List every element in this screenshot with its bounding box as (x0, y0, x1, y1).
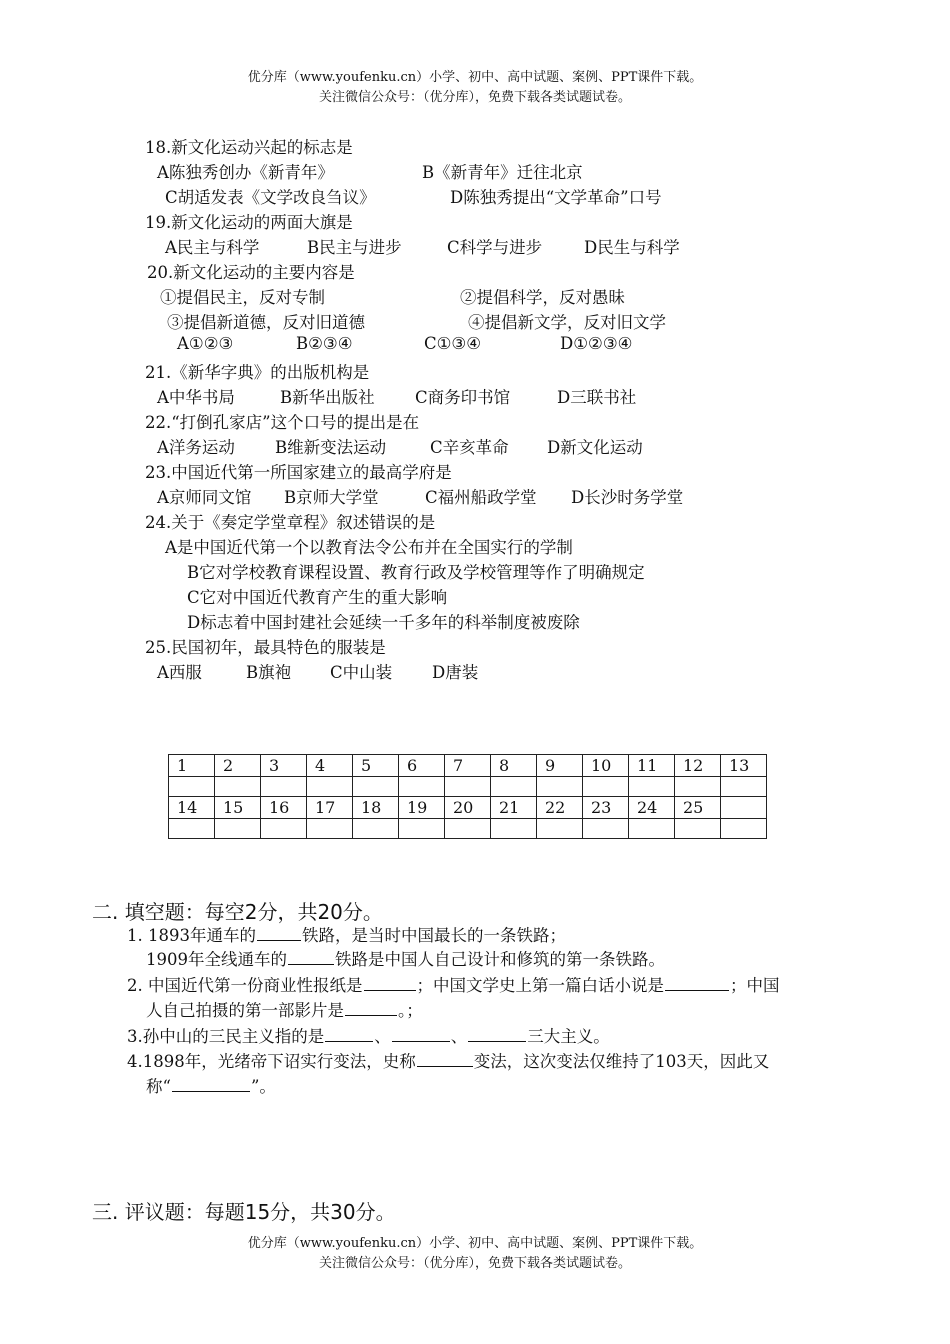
answer-cell[interactable] (215, 777, 261, 797)
blank[interactable] (665, 975, 729, 991)
grid-cell: 18 (353, 797, 399, 819)
fill-text: 1909年全线通车的 (146, 950, 287, 969)
fill-4-line-a (127, 1048, 769, 1072)
answer-cell[interactable] (491, 777, 537, 797)
grid-cell: 24 (629, 797, 675, 819)
blank[interactable] (364, 975, 416, 991)
q20-option-b: B②③④ (296, 334, 353, 353)
answer-cell[interactable] (399, 777, 445, 797)
header-line-1: 优分库（www.youfenku.cn）小学、初中、高中试题、案例、PPT课件下载。 (247, 70, 703, 85)
fill-4-line-b (146, 1073, 276, 1097)
grid-cell: 17 (307, 797, 353, 819)
q21-option-d: D三联书社 (557, 388, 637, 407)
q24-option-b: B它对学校教育课程设置、教育行政及学校管理等作了明确规定 (187, 563, 645, 582)
q18-option-c: C胡适发表《文学改良刍议》 (165, 188, 376, 207)
answer-grid (168, 754, 767, 839)
q25-option-c: C中山装 (330, 663, 393, 682)
blank[interactable] (392, 1026, 450, 1042)
q22-option-d: D新文化运动 (547, 438, 643, 457)
grid-cell: 9 (537, 755, 583, 777)
answer-cell[interactable] (583, 819, 629, 839)
grid-cell: 5 (353, 755, 399, 777)
grid-cell: 10 (583, 755, 629, 777)
fill-1-line-b (146, 946, 665, 970)
q23-option-c: C福州船政学堂 (425, 488, 537, 507)
q20-option-d: D①②③④ (560, 334, 633, 353)
answer-cell[interactable] (537, 777, 583, 797)
grid-cell: 2 (215, 755, 261, 777)
q21-stem: 21.《新华字典》的出版机构是 (145, 363, 370, 382)
q20-item-4: ④提倡新文学，反对旧文学 (468, 313, 666, 332)
q22-option-b: B维新变法运动 (275, 438, 387, 457)
q23-option-b: B京师大学堂 (284, 488, 379, 507)
answer-cell[interactable] (307, 777, 353, 797)
answer-cell[interactable] (721, 777, 767, 797)
answer-cell[interactable] (169, 819, 215, 839)
answer-cell[interactable] (491, 819, 537, 839)
answer-cell[interactable] (261, 819, 307, 839)
answer-cell[interactable] (629, 819, 675, 839)
grid-cell (721, 797, 767, 819)
grid-cell: 6 (399, 755, 445, 777)
answer-grid-blank-row (169, 777, 767, 797)
fill-text: ；中国 (730, 976, 780, 995)
q24-option-c: C它对中国近代教育产生的重大影响 (187, 588, 448, 607)
q22-option-c: C辛亥革命 (430, 438, 509, 457)
blank[interactable] (468, 1026, 526, 1042)
answer-cell[interactable] (583, 777, 629, 797)
grid-cell: 3 (261, 755, 307, 777)
fill-text: 三大主义。 (527, 1027, 610, 1046)
answer-cell[interactable] (675, 777, 721, 797)
blank[interactable] (257, 925, 301, 941)
q20-option-c: C①③④ (424, 334, 482, 353)
fill-text: 4.1898年，光绪帝下诏实行变法，史称 (127, 1052, 416, 1071)
q25-option-b: B旗袍 (246, 663, 292, 682)
fill-2-line-a (127, 972, 780, 996)
grid-cell: 19 (399, 797, 445, 819)
fill-text: 称“ (146, 1077, 171, 1096)
footer-line-2: 关注微信公众号：（优分库），免费下载各类试题试卷。 (318, 1256, 631, 1271)
q25-option-d: D唐装 (432, 663, 479, 682)
grid-cell: 4 (307, 755, 353, 777)
grid-cell: 21 (491, 797, 537, 819)
grid-cell: 15 (215, 797, 261, 819)
q20-item-2: ②提倡科学，反对愚昧 (460, 288, 625, 307)
section-3-title: 三. 评议题：每题15分，共30分。 (92, 1200, 396, 1224)
q20-item-3: ③提倡新道德，反对旧道德 (167, 313, 365, 332)
fill-text: 、 (450, 1027, 468, 1046)
section-2-title: 二. 填空题：每空2分，共20分。 (92, 900, 383, 924)
grid-cell: 12 (675, 755, 721, 777)
q24-option-d: D标志着中国封建社会延续一千多年的科举制度被废除 (187, 613, 580, 632)
fill-text: 铁路，是当时中国最长的一条铁路； (301, 926, 566, 945)
q23-option-a: A京师同文馆 (157, 488, 252, 507)
q20-item-1: ①提倡民主，反对专制 (160, 288, 325, 307)
q19-option-c: C科学与进步 (447, 238, 543, 257)
q18-option-a: A陈独秀创办《新青年》 (157, 163, 334, 182)
q18-stem: 18.新文化运动兴起的标志是 (145, 138, 353, 157)
answer-cell[interactable] (445, 819, 491, 839)
fill-text: 铁路是中国人自己设计和修筑的第一条铁路。 (335, 950, 665, 969)
q23-option-d: D长沙时务学堂 (571, 488, 684, 507)
q21-option-b: B新华出版社 (280, 388, 375, 407)
fill-text: 人自己拍摄的第一部影片是 (146, 1001, 344, 1020)
q21-option-a: A中华书局 (157, 388, 235, 407)
q25-stem: 25.民国初年，最具特色的服装是 (145, 638, 386, 657)
answer-grid-blank-row (169, 819, 767, 839)
fill-text: 、 (374, 1027, 391, 1046)
q22-stem: 22.“打倒孔家店”这个口号的提出是在 (145, 413, 420, 432)
header-line-2: 关注微信公众号：（优分库），免费下载各类试题试卷。 (318, 90, 631, 105)
grid-cell: 1 (169, 755, 215, 777)
answer-cell[interactable] (629, 777, 675, 797)
grid-cell: 8 (491, 755, 537, 777)
answer-cell[interactable] (261, 777, 307, 797)
answer-cell[interactable] (307, 819, 353, 839)
grid-cell: 11 (629, 755, 675, 777)
grid-cell: 13 (721, 755, 767, 777)
fill-1-line-a (127, 922, 566, 946)
footer-line-1: 优分库（www.youfenku.cn）小学、初中、高中试题、案例、PPT课件下载。 (247, 1236, 703, 1251)
q18-option-d: D陈独秀提出“文学革命”口号 (450, 188, 662, 207)
grid-cell: 14 (169, 797, 215, 819)
q19-option-a: A民主与科学 (165, 238, 260, 257)
answer-cell[interactable] (721, 819, 767, 839)
answer-cell[interactable] (169, 777, 215, 797)
q18-option-b: B《新青年》迁往北京 (422, 163, 583, 182)
fill-text: 。； (398, 1001, 423, 1020)
fill-2-line-b (146, 997, 423, 1021)
fill-text: 3.孙中山的三民主义指的是 (127, 1027, 325, 1046)
answer-grid-number-row (169, 755, 767, 777)
q21-option-c: C商务印书馆 (415, 388, 511, 407)
q19-option-b: B民主与进步 (307, 238, 402, 257)
q20-option-a: A①②③ (177, 334, 234, 353)
q24-option-a: A是中国近代第一个以教育法令公布并在全国实行的学制 (165, 538, 573, 557)
fill-text: 1. 1893年通车的 (127, 926, 256, 945)
answer-grid-number-row (169, 797, 767, 819)
blank[interactable] (345, 1000, 397, 1016)
q19-stem: 19.新文化运动的两面大旗是 (145, 213, 353, 232)
q20-stem: 20.新文化运动的主要内容是 (147, 263, 355, 282)
blank[interactable] (172, 1076, 250, 1092)
answer-cell[interactable] (445, 777, 491, 797)
answer-cell[interactable] (399, 819, 445, 839)
answer-cell[interactable] (537, 819, 583, 839)
fill-text: 变法，这次变法仅维持了103天，因此又 (473, 1052, 770, 1071)
blank[interactable] (325, 1026, 373, 1042)
grid-cell: 22 (537, 797, 583, 819)
answer-cell[interactable] (353, 819, 399, 839)
grid-cell: 23 (583, 797, 629, 819)
answer-cell[interactable] (353, 777, 399, 797)
q22-option-a: A洋务运动 (157, 438, 235, 457)
q25-option-a: A西服 (157, 663, 202, 682)
fill-text: ；中国文学史上第一篇白话小说是 (416, 976, 664, 995)
fill-3 (127, 1023, 610, 1047)
fill-text: ”。 (250, 1077, 276, 1096)
answer-cell[interactable] (675, 819, 721, 839)
fill-text: 2. 中国近代第一份商业性报纸是 (127, 976, 363, 995)
grid-cell: 25 (675, 797, 721, 819)
grid-cell: 7 (445, 755, 491, 777)
grid-cell: 20 (445, 797, 491, 819)
q19-option-d: D民生与科学 (584, 238, 680, 257)
answer-cell[interactable] (215, 819, 261, 839)
q23-stem: 23.中国近代第一所国家建立的最高学府是 (145, 463, 452, 482)
grid-cell: 16 (261, 797, 307, 819)
q24-stem: 24.关于《奏定学堂章程》叙述错误的是 (145, 513, 436, 532)
blank[interactable] (288, 949, 334, 965)
blank[interactable] (417, 1051, 473, 1067)
